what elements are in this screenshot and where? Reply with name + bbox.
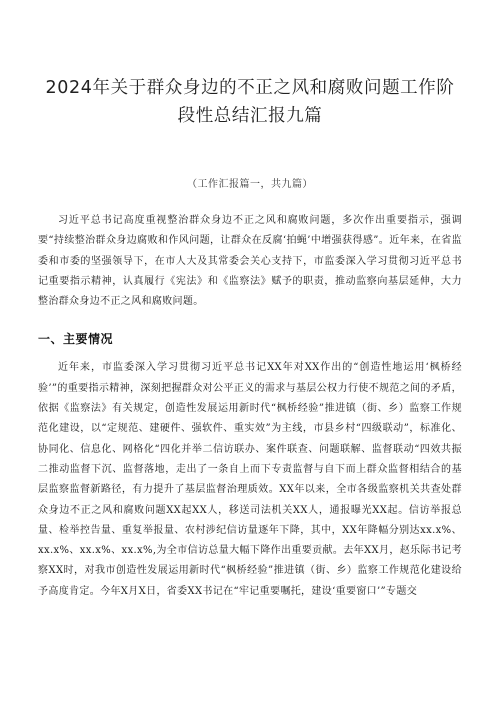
title-line-1: 2024年关于群众身边的不正之风和腐败问题工作阶	[45, 78, 455, 98]
section-heading: 一、主要情况	[38, 332, 114, 347]
document-title	[38, 74, 462, 130]
main-situation-paragraph: 近年来，市监委深入学习贯彻习近平总书记XX年对XX作出的“创造性地运用‘枫桥经验’”的重要指示精神，深刻把握群众对公平正义的需求与基层公权力行使不规范之间的矛盾，依据《监察法》有关规定，创造性发展运用新时代“枫桥经验”推进镇（街、乡）监察工作规范化建设，以“定规范、建硬件、强软件、重实效”为主线，市县乡村“四级联动”，标准化、协同化、信息化、网格化“四化并举二信访联办、案件联查、问题联解、监督联动“四效共振二推动监督下沉、监督落地，走出了一条自上而下专责监督与自下而上群众监督相结合的基层监察监督新路径，有力提升了基层监督治理质效。XX年以来，全市各级监察机关共查处群众身边不正之风和腐败问题XX起XX人，移送司法机关XX人，通报曝光XX起。信访举报总量、检举控告量、重复举报量、农村涉纪信访量逐年下降，其中，XX年降幅分别达xx.x%、xx.x%、xx.x%、xx.x%,为全市信访总量大幅下降作出重要贡献。去年XX月，赵乐际书记考察XX时，对我市创造性发展运用新时代“枫桥经验”推进镇（街、乡）监察工作规范化建设给予高度肯定。今年X月X日，省委XX书记在“牢记重要嘱托，建设‘重要窗口’”专题交	[38, 362, 462, 597]
title-line-2: 段性总结汇报九篇	[177, 106, 323, 126]
intro-paragraph: 习近平总书记高度重视整治群众身边不正之风和腐败问题，多次作出重要指示，强调要“持续整治群众身边腐败和作风问题，让群众在反腐‘拍蝇’中增强获得感”。近年来，在省监委和市委的坚强领导下，在市人大及其常委会关心支持下，市监委深入学习贯彻习近平总书记重要指示精神，认真履行《宪法》和《监察法》赋予的职责，推动监察向基层延伸，大力整治群众身边不正之风和腐败问题。	[38, 215, 462, 308]
document-subtitle: （工作汇报篇一，共九篇）	[187, 179, 313, 190]
